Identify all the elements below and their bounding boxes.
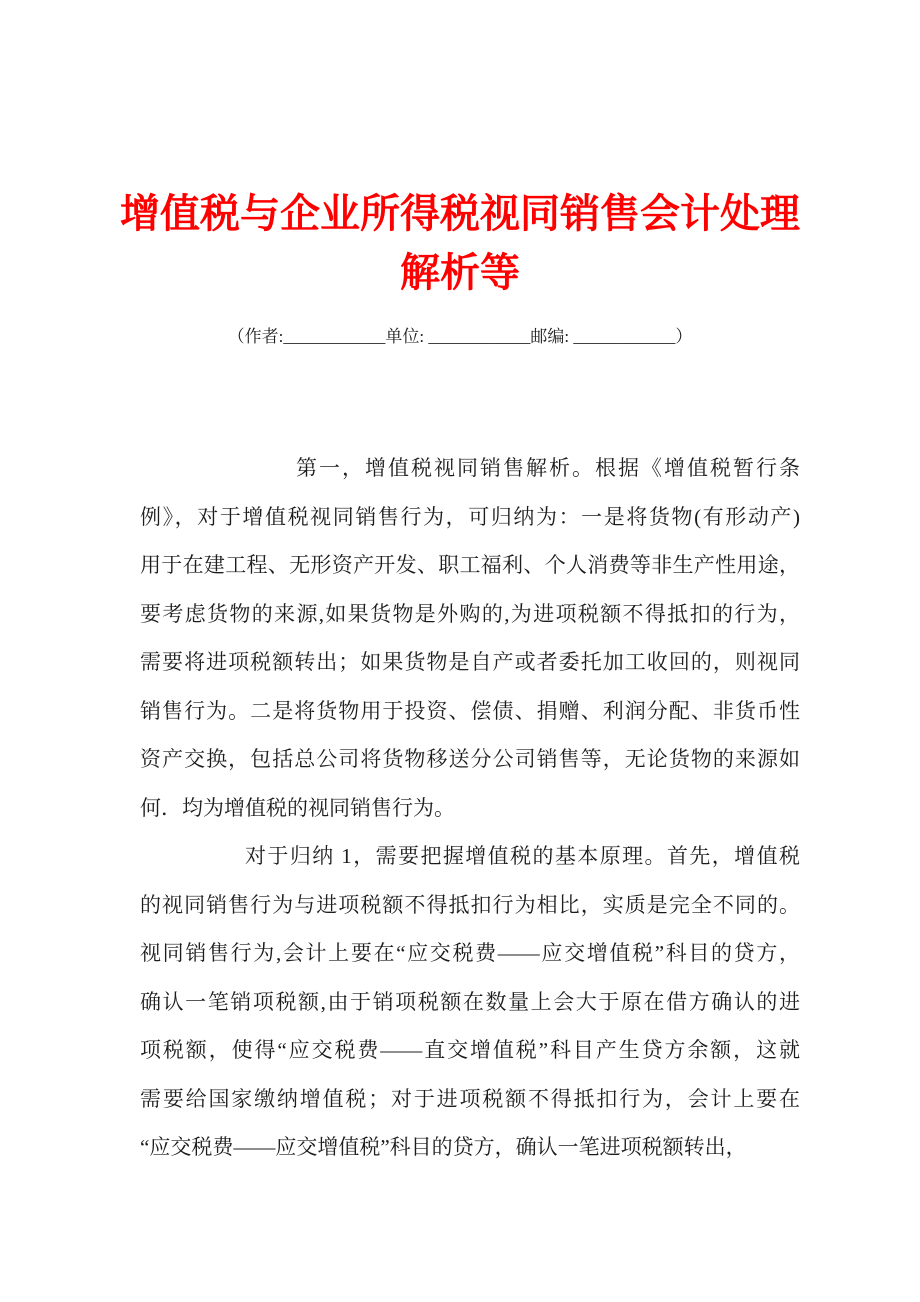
document-title-line: 增值税与企业所得税视同销售会计处理 — [120, 191, 800, 236]
body-text-line: 要考虑货物的来源,如果货物是外购的,为进项税额不得抵扣的行为， — [140, 601, 800, 626]
paragraph-vat-principle — [140, 832, 800, 1172]
paragraph-vat-deemed-sales — [140, 444, 800, 832]
body-text-line: 对于归纳 1，需要把握增值税的基本原理。首先，增值税 — [245, 844, 800, 868]
body-text-line: 销售行为。二是将货物用于投资、偿债、捐赠、利润分配、非货币性 — [140, 698, 800, 723]
body-text-line: 需要给国家缴纳增值税；对于进项税额不得抵扣行为，会计上要在 — [140, 1086, 800, 1111]
body-text-line: “应交税费——应交增值税”科目的贷方，确认一笔进项税额转出， — [140, 1135, 747, 1159]
body-text-line: 需要将进项税额转出；如果货物是自产或者委托加工收回的，则视同 — [140, 650, 800, 674]
body-text-line: 资产交换，包括总公司将货物移送分公司销售等，无论货物的来源如 — [140, 747, 800, 771]
body-text-line: 项税额，使得“应交税费——直交增值税”科目产生贷方余额，这就 — [140, 1038, 800, 1062]
body-text-line: 视同销售行为,会计上要在“应交税费——应交增值税”科目的贷方， — [140, 941, 800, 965]
body-text-line: 例》，对于增值税视同销售行为，可归纳为：一是将货物(有形动产) — [140, 504, 800, 529]
document-body — [140, 444, 800, 1172]
body-text-line: 确认一笔销项税额,由于销项税额在数量上会大于原在借方确认的进 — [140, 989, 800, 1014]
document-title-line: 解析等 — [400, 250, 520, 295]
body-text-line: 的视同销售行为与进项税额不得抵扣行为相比，实质是完全不同的。 — [140, 892, 800, 917]
document-title — [0, 0, 920, 302]
body-text-line: 第一，增值税视同销售解析。根据《增值税暂行条 — [296, 456, 800, 480]
body-text-line: 何．均为增值税的视同销售行为。 — [140, 795, 455, 820]
author-unit-zip-line: （作者:____________单位: ____________邮编: ____________） — [227, 327, 693, 346]
body-text-line: 用于在建工程、无形资产开发、职工福利、个人消费等非生产性用途， — [140, 553, 800, 577]
